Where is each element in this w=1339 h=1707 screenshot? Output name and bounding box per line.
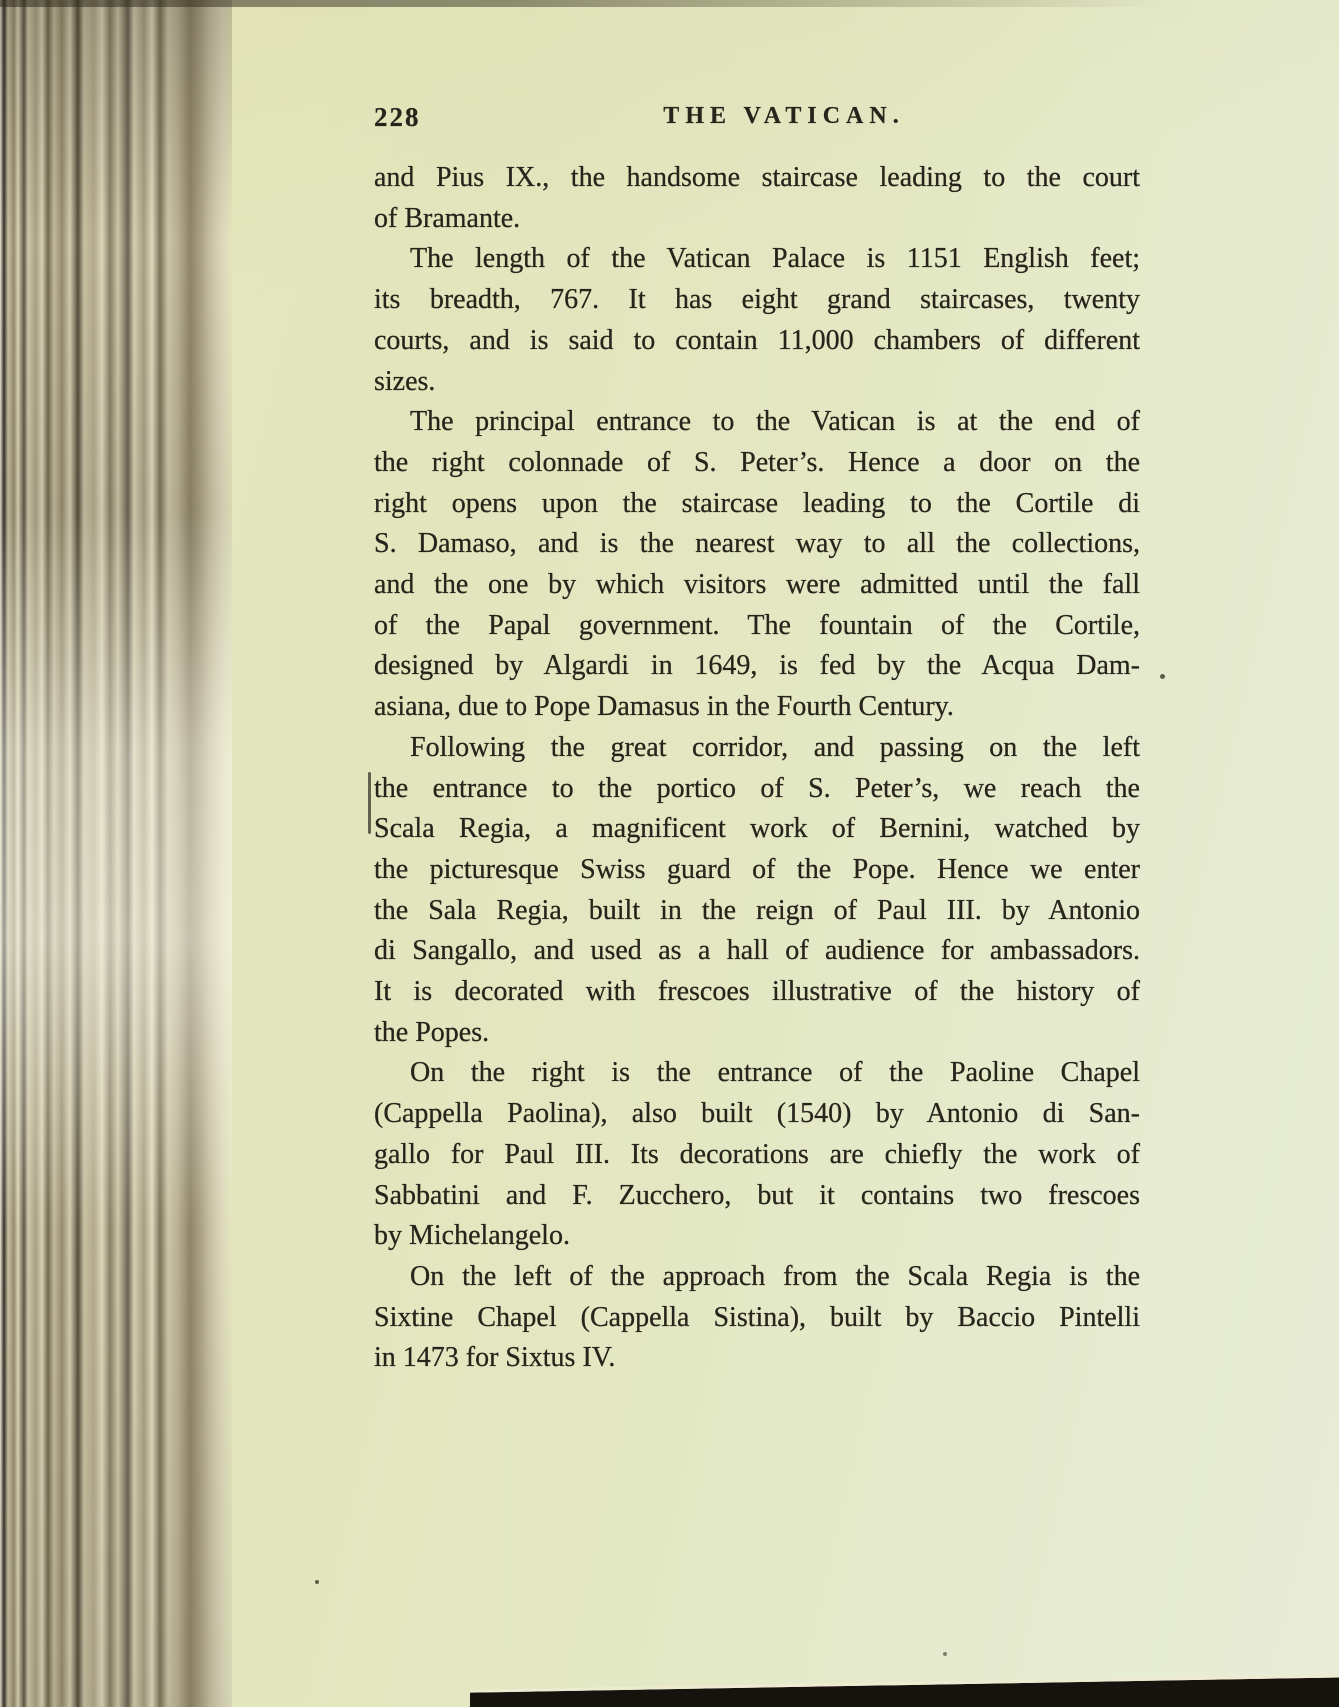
paragraph	[374, 1257, 1140, 1379]
paragraph	[374, 239, 1140, 402]
text-line: the Popes.	[374, 1016, 490, 1048]
paragraph	[374, 402, 1140, 728]
paper-speck	[1160, 674, 1165, 679]
text-line: On the right is the entrance of the Paoline Chapel	[410, 1057, 1140, 1089]
text-line: by Michelangelo.	[374, 1220, 570, 1252]
ink-artifact	[368, 772, 371, 834]
body-text	[374, 158, 1140, 1379]
text-line: courts, and is said to contain 11,000 chambers of different	[374, 324, 1140, 356]
text-line: the entrance to the portico of S. Peter’s, we reach the	[374, 772, 1140, 804]
running-title: THE VATICAN.	[663, 103, 905, 129]
text-line: asiana, due to Pope Damasus in the Fourth Century.	[374, 691, 954, 723]
top-edge-shadow	[0, 0, 1170, 7]
text-line: right opens upon the staircase leading to the Cortile di	[374, 487, 1140, 519]
book-page-edges	[0, 0, 232, 1707]
text-line: in 1473 for Sixtus IV.	[374, 1342, 616, 1374]
text-line: and the one by which visitors were admitted until the fall	[374, 569, 1140, 601]
text-line: of the Papal government. The fountain of the Cortile,	[374, 609, 1140, 641]
text-line: Sixtine Chapel (Cappella Sistina), built by Baccio Pintelli	[374, 1301, 1140, 1333]
text-line: of Bramante.	[374, 202, 521, 234]
text-line: di Sangallo, and used as a hall of audience for ambassadors.	[374, 935, 1140, 967]
page-content	[374, 100, 1140, 1379]
text-line: the right colonnade of S. Peter’s. Hence a door on the	[374, 446, 1140, 478]
text-line: the picturesque Swiss guard of the Pope. Hence we enter	[374, 853, 1140, 885]
text-line: The principal entrance to the Vatican is at the end of	[410, 406, 1140, 438]
text-line: Sabbatini and F. Zucchero, but it contains two frescoes	[374, 1179, 1140, 1211]
text-line: Following the great corridor, and passing on the left	[410, 731, 1140, 763]
paper-speck	[315, 1580, 319, 1584]
text-line: and Pius IX., the handsome staircase leading to the court	[374, 162, 1140, 193]
text-line: Scala Regia, a magnificent work of Bernini, watched by	[374, 813, 1140, 845]
page-number: 228	[374, 102, 421, 132]
text-line: On the left of the approach from the Scala Regia is the	[410, 1260, 1140, 1292]
paragraph	[374, 1053, 1140, 1257]
text-line: designed by Algardi in 1649, is fed by the Acqua Dam-	[374, 650, 1140, 682]
text-line: its breadth, 767. It has eight grand staircases, twenty	[374, 284, 1140, 316]
text-line: The length of the Vatican Palace is 1151 English feet;	[410, 243, 1140, 275]
text-line: gallo for Paul III. Its decorations are chiefly the work of	[374, 1138, 1140, 1170]
text-line: S. Damaso, and is the nearest way to all the collections,	[374, 528, 1140, 560]
text-line: sizes.	[374, 365, 436, 397]
paragraph	[374, 728, 1140, 1054]
text-line: the Sala Regia, built in the reign of Paul III. by Antonio	[374, 894, 1140, 926]
text-line: (Cappella Paolina), also built (1540) by Antonio di San-	[374, 1098, 1140, 1130]
page-header	[374, 100, 1140, 134]
paragraph	[374, 158, 1140, 239]
bottom-edge-shadow	[470, 1677, 1339, 1707]
paper-speck	[943, 1652, 947, 1656]
text-line: It is decorated with frescoes illustrative of the history of	[374, 976, 1140, 1008]
